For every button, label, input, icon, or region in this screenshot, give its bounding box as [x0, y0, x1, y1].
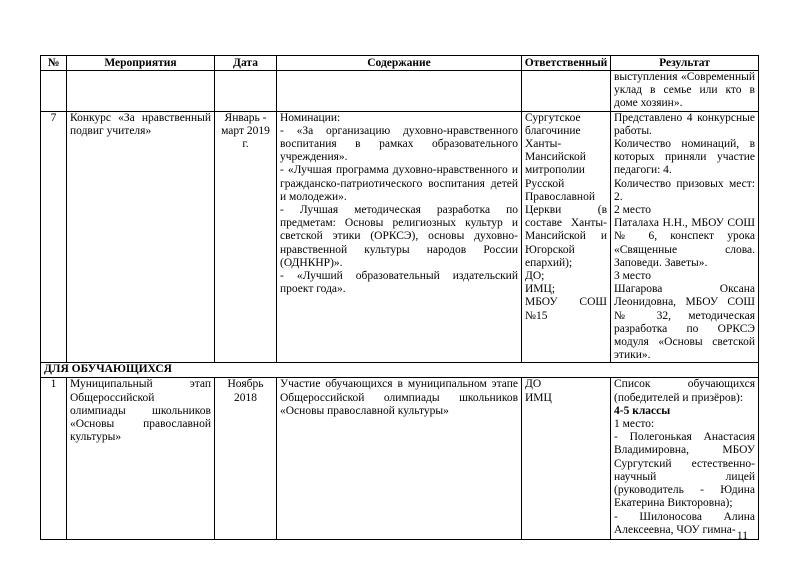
paragraph: - «Лучшая программа духовно-нравственного и гражданско-патриотического воспитания детей и молодежи». — [280, 164, 518, 203]
paragraph: Ноябрь 2018 — [227, 378, 264, 404]
paragraph: Участие обучающихся в муниципальном этапе Общероссийской олимпиады школьников «Основы православной культуры» — [280, 378, 518, 417]
cell-carryover-num — [41, 71, 67, 112]
col-header-content: Содержание — [277, 56, 522, 71]
paragraph: Шагарова Оксана Леонидовна, МБОУ СОШ № 32, методическая разработка по ОРКСЭ модуля «Основы светской этики». — [614, 283, 755, 362]
paragraph: Паталаха Н.Н., МБОУ СОШ № 6, конспект урока «Священные слова. Заповеди. Заветы». — [614, 217, 755, 269]
paragraph: 1 место: — [614, 418, 655, 431]
paragraph: Список обучающихся (победителей и призёров): — [614, 378, 755, 404]
paragraph: Количество номинаций, в которых приняли участие педагоги: 4. — [614, 138, 755, 177]
cell-row1-date — [215, 378, 277, 540]
col-header-num: № — [41, 56, 67, 71]
table-row-carryover — [41, 71, 759, 112]
cell-row1-content — [277, 378, 522, 540]
row-number: 7 — [50, 111, 57, 124]
report-table — [40, 55, 759, 540]
paragraph: - «За организацию духовно-нравственного воспитания в рамках образовательного учреждения». — [280, 124, 518, 164]
paragraph: Муниципальный этап Общероссийской олимпиады школьников «Основы православной культуры» — [70, 378, 211, 444]
cell-carryover-responsible — [522, 71, 611, 112]
paragraph: Январь - март 2019 г. — [221, 111, 270, 151]
paragraph: 2 место — [614, 204, 652, 217]
paragraph: выступления «Современный уклад в семье или кто в доме хозяин». — [614, 71, 755, 110]
cell-carryover-result — [611, 71, 759, 112]
col-header-responsible: Ответственный — [522, 56, 611, 71]
cell-carryover-content — [277, 71, 522, 112]
cell-row7-content — [277, 111, 522, 363]
paragraph: Конкурс «За нравственный подвиг учителя» — [70, 111, 211, 137]
cell-row1-responsible — [522, 378, 611, 540]
col-header-date: Дата — [215, 56, 277, 71]
col-header-result: Результат — [611, 56, 759, 71]
paragraph: ДО — [525, 378, 542, 391]
paragraph: ДО; — [525, 270, 545, 283]
cell-row1-event — [67, 378, 215, 540]
cell-row7-responsible — [522, 111, 611, 363]
cell-row7-num — [41, 111, 67, 363]
paragraph: - Шилоносова Алина Алексеевна, ЧОУ гимна- — [614, 510, 755, 536]
row-number: 1 — [50, 378, 57, 391]
paragraph: - Лучшая методическая разработка по предметам: Основы религиозных культур и светской этики (ОРКСЭ), основы духовно-нравственной культуры народов России (ОДНКНР)». — [280, 204, 518, 269]
paragraph: Количество призовых мест: 2. — [614, 177, 755, 203]
cell-carryover-event — [67, 71, 215, 112]
paragraph: МБОУ СОШ №15 — [525, 296, 607, 322]
table-row-7 — [41, 111, 759, 363]
cell-row1-result — [611, 378, 759, 540]
paragraph: - «Лучший образовательный издательский проект года». — [280, 270, 518, 296]
cell-row1-num — [41, 378, 67, 540]
paragraph: ИМЦ; — [525, 283, 556, 296]
cell-row7-result — [611, 111, 759, 363]
section-header: ДЛЯ ОБУЧАЮЩИХСЯ — [41, 363, 759, 378]
paragraph: Сургутское благочиние Ханты-Мансийской митрополии Русской Православной Церкви (в составе Ханты-Мансийской и Югорской епархий); — [525, 111, 607, 269]
table-row-1 — [41, 378, 759, 540]
paragraph: ИМЦ — [525, 391, 552, 404]
table-header-row — [41, 56, 759, 71]
page-number: 11 — [736, 530, 748, 542]
paragraph: - Полегонькая Анастасия Владимировна, МБОУ Сургутский естественно-научный лицей (руководитель - Юдина Екатерина Викторовна); — [614, 431, 755, 510]
paragraph: Номинации: — [280, 111, 341, 124]
cell-row7-date — [215, 111, 277, 363]
paragraph: 3 место — [614, 270, 652, 283]
section-header-row — [41, 363, 759, 378]
paragraph-bold: 4-5 классы — [614, 404, 671, 417]
cell-row7-event — [67, 111, 215, 363]
col-header-event: Мероприятия — [67, 56, 215, 71]
cell-carryover-date — [215, 71, 277, 112]
paragraph: Представлено 4 конкурсные работы. — [614, 111, 755, 137]
